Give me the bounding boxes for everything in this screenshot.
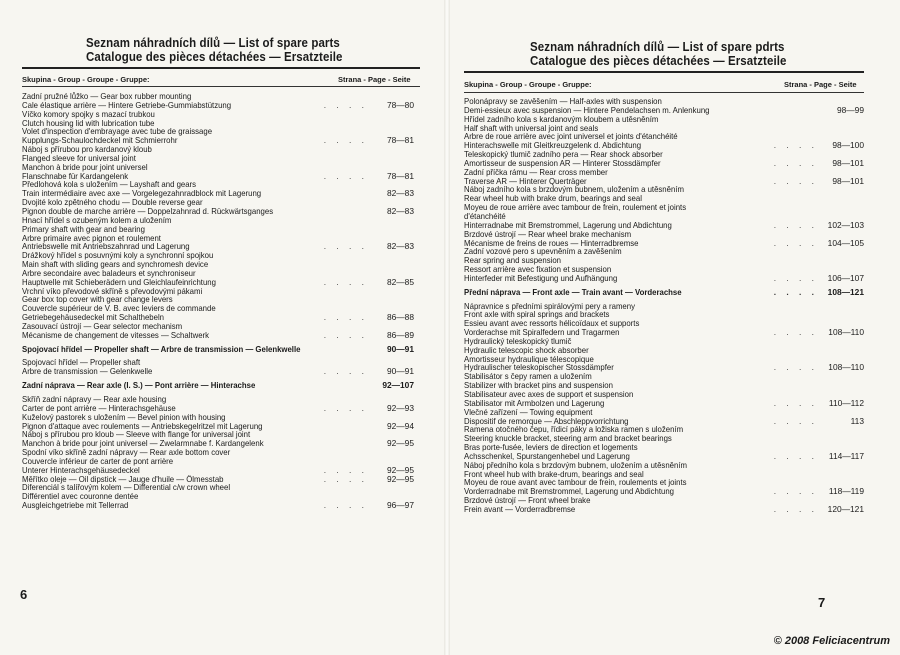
leader-dots: . . . . — [323, 276, 368, 287]
leader-dots: . . . . — [323, 312, 368, 323]
entry-text: d'étanchéité — [464, 210, 506, 221]
entry-text: Přední náprava — Front axle — Train avant — Vorderachse — [464, 286, 682, 297]
entry-page-range: 120—121 — [827, 503, 864, 514]
entry-text: Náboj předního kola s brzdovým bubnem, uložením a utěsněním — [464, 459, 687, 470]
entry-text: Manchon à bride pour joint universel — Zwelarmnabe f. Kardangelenk — [22, 438, 264, 449]
entry-text: Arbre primaire avec pignon et roulement — [22, 232, 161, 243]
entry-text: Mécanisme de changement de vitesses — Schaltwerk — [22, 329, 210, 340]
right-col-group-header: Skupina - Group - Groupe - Gruppe: — [464, 80, 592, 89]
entry-page-range: 108—110 — [828, 327, 864, 338]
entry-text: Traverse AR — Hinterer Querträger — [464, 175, 587, 186]
entry-text: Train intermédiaire avec axe — Vorgelegezahnradblock mit Lagerung — [22, 188, 262, 199]
entry-page-range: 82—83 — [386, 241, 414, 252]
entry-text: Vorderachse mit Spiralfedern und Tragarmen — [464, 327, 620, 338]
entry-text: Volet d'inspection d'embrayage avec tube de graissage — [22, 126, 213, 137]
entry-text: Náboj s přírubou pro kardanový kloub — [22, 144, 152, 155]
leader-dots: . . . . — [773, 157, 818, 168]
leader-dots: . . . . — [323, 170, 368, 181]
entry-text: Brzdové ústrojí — Front wheel brake — [464, 495, 591, 506]
entry-text: Half shaft with universal joint and seals — [464, 122, 599, 133]
entry-text: Kuželový pastorek s uložením — Bevel pinion with housing — [22, 411, 226, 422]
entry-page-range: 92—93 — [386, 402, 414, 413]
right-header-rule — [464, 92, 864, 93]
leader-dots: . . . . — [773, 219, 818, 230]
entry-text: Front axle with spiral springs and brackets — [464, 309, 610, 320]
left-title-rule — [22, 67, 420, 69]
catalogue-entry-row — [464, 203, 864, 212]
entry-text: Antriebswelle mit Antriebszahnrad und Lagerung — [22, 241, 190, 252]
section-heading-row — [464, 288, 864, 297]
left-title-block — [86, 36, 365, 64]
entry-page-range: 108—110 — [828, 362, 864, 373]
left-header-rule — [22, 86, 420, 87]
entry-page-range: 98—101 — [832, 175, 864, 186]
entry-text: Frein avant — Vorderradbremse — [464, 503, 576, 514]
entry-text: Ressort arrière avec fixation et suspension — [464, 264, 612, 275]
entry-text: Gear box top cover with gear change levers — [22, 294, 173, 305]
leader-dots: . . . . — [323, 464, 368, 475]
entry-text: Hinterfeder mit Befestigung und Aufhängung — [464, 272, 618, 283]
entry-text: Zadní pružné lůžko — Gear box rubber mounting — [22, 91, 192, 101]
entry-text: Hydraulický teleskopický tlumič — [464, 335, 572, 346]
entry-text: Arbre secondaire avec baladeurs et synchroniseur — [22, 267, 196, 278]
entry-page-range: 82—85 — [386, 276, 414, 287]
leader-dots: . . . . — [773, 175, 818, 186]
entry-text: Dispositif de remorque — Abschleppvorrichtung — [464, 415, 629, 426]
leader-dots: . . . . — [773, 237, 818, 248]
entry-page-range: 78—80 — [386, 99, 414, 110]
entry-text: Main shaft with sliding gears and synchromesh device — [22, 259, 209, 270]
right-title-line-1: Seznam náhradních dílů — List of spare pdrts — [530, 40, 785, 54]
entry-text: Essieu avant avec ressorts hélicoïdaux et supports — [464, 318, 640, 329]
entry-text: Cale élastique arrière — Hintere Getriebe-Gummiabstützung — [22, 99, 232, 110]
entry-text: Différentiel avec couronne dentée — [22, 491, 139, 502]
catalogue-entry-row — [22, 331, 414, 340]
entry-page-range: 98—99 — [836, 104, 864, 115]
left-col-group-header: Skupina - Group - Groupe - Gruppe: — [22, 75, 150, 84]
entry-text: Hydraulischer teleskopischer Stossdämpfer — [464, 362, 614, 373]
section-heading-row — [22, 345, 414, 354]
entry-page-range: 106—107 — [827, 272, 864, 283]
left-title-line-2: Catalogue des pièces détachées — Ersatzteile — [86, 50, 343, 64]
entry-text: Brzdové ústrojí — Rear wheel brake mechanism — [464, 228, 632, 239]
entry-text: Hnací hřídel s ozubeným kolem a uložením — [22, 214, 172, 225]
entry-text: Front wheel hub with brake-drum, bearings and seal — [464, 468, 644, 479]
entry-text: Arbre de transmission — Gelenkwelle — [22, 366, 153, 377]
leader-dots: . . . . — [773, 415, 818, 426]
catalogue-entry-row — [464, 505, 864, 514]
entry-text: Drážkový hřídel s posuvnými koly a synchronní spojkou — [22, 250, 214, 261]
entry-text: Amortisseur de suspension AR — Hinterer Stossdämpfer — [464, 157, 661, 168]
entry-text: Bras porte-fusée, leviers de direction et logements — [464, 442, 638, 453]
entry-page-range: 98—101 — [832, 157, 864, 168]
catalogue-entry-row — [464, 274, 864, 283]
right-title-block — [530, 40, 809, 68]
entry-page-range: 110—112 — [828, 397, 864, 408]
left-page — [0, 0, 444, 655]
entry-text: Moyeu de roue arrière avec tambour de frein, roulement et joints — [464, 202, 687, 213]
entry-text: Ausgleichgetriebe mit Tellerrad — [22, 500, 129, 511]
entry-text: Víčko komory spojky s mazací trubkou — [22, 108, 155, 119]
entry-text: Rear spring and suspension — [464, 255, 561, 266]
entry-text: Getriebegehäusedeckel mit Schalthebeln — [22, 312, 165, 323]
entry-page-range: 82—83 — [386, 205, 414, 216]
entry-text: Carter de pont arrière — Hinterachsgehäuse — [22, 402, 176, 413]
left-title-line-1: Seznam náhradních dílů — List of spare parts — [86, 36, 340, 50]
entry-text: Flanschnabe für Kardangelenk — [22, 170, 129, 181]
entry-page-range: 86—89 — [386, 329, 414, 340]
entry-text: Pignon double de marche arrière — Doppelzahnrad d. Rückwärtsganges — [22, 205, 274, 216]
entry-page-range: 82—83 — [386, 188, 414, 199]
right-title-line-2: Catalogue des pièces détachées — Ersatzteile — [530, 54, 787, 68]
entry-text: Spodní víko skříně zadní nápravy — Rear axle bottom cover — [22, 447, 231, 458]
entry-page-range: 92—95 — [386, 473, 414, 484]
left-page-number: 6 — [20, 587, 28, 602]
entry-text: Hauptwelle mit Schieberädern und Gleichlaufeinrichtung — [22, 276, 216, 287]
entry-text: Předlohová kola s uložením — Layshaft and gears — [22, 179, 197, 190]
entry-text: Stabilisátor s čepy ramen a uložením — [464, 371, 592, 382]
entry-text: Zadní náprava — Rear axle (I. S.) — Pont arrière — Hinterachse — [22, 380, 256, 391]
entry-page-range: 90—91 — [386, 343, 414, 354]
entry-page-range: 92—107 — [382, 380, 414, 391]
leader-dots: . . . . — [323, 329, 368, 340]
leader-dots: . . . . — [773, 362, 818, 373]
entry-page-range: 78—81 — [386, 170, 414, 181]
entry-text: Mécanisme de freins de roues — Hinterradbremse — [464, 237, 639, 248]
entry-text: Hinterradnabe mit Bremstrommel, Lagerung und Abdichtung — [464, 219, 672, 230]
right-entry-list — [464, 97, 864, 514]
entry-text: Moyeu de roue avant avec tambour de frein, roulements et joints — [464, 477, 687, 488]
entry-text: Kupplungs-Schaulochdeckel mit Schmierrohr — [22, 135, 178, 146]
entry-text: Stabilisateur avec axes de support et suspension — [464, 389, 634, 399]
leader-dots: . . . . — [773, 327, 818, 338]
leader-dots: . . . . — [773, 140, 818, 151]
copyright-notice: © 2008 Feliciacentrum — [773, 635, 890, 647]
entry-page-range: 78—81 — [386, 135, 414, 146]
leader-dots: . . . . — [323, 473, 368, 484]
entry-text: Pignon d'attaque avec roulements — Antriebskegelritzel mit Lagerung — [22, 420, 263, 431]
entry-text: Clutch housing lid with lubrication tube — [22, 117, 155, 128]
entry-text: Diferenciál s talířovým kolem — Differential c/w crown wheel — [22, 482, 231, 493]
entry-page-range: 118—119 — [828, 486, 864, 497]
entry-text: Náboj s přírubou pro kloub — Sleeve with flange for universal joint — [22, 429, 251, 440]
entry-text: Zadní příčka rámu — Rear cross member — [464, 166, 608, 177]
entry-text: Vorderradnabe mit Bremstrommel, Lagerung und Abdichtung — [464, 486, 674, 497]
section-heading-row — [22, 381, 414, 390]
right-title-rule — [464, 71, 864, 73]
entry-page-range: 92—95 — [386, 438, 414, 449]
entry-text: Zasouvací ústrojí — Gear selector mechanism — [22, 320, 183, 331]
leader-dots: . . . . — [323, 366, 368, 377]
entry-text: Dvojité kolo zpětného chodu — Double reverse gear — [22, 197, 203, 208]
right-col-page-header: Strana - Page - Seite — [784, 80, 857, 89]
entry-text: Arbre de roue arrière avec joint universel et joints d'étanchéité — [464, 131, 678, 142]
leader-dots: . . . . — [323, 135, 368, 146]
catalogue-entry-row — [22, 501, 414, 510]
leader-dots: . . . . — [773, 286, 818, 297]
left-col-page-header: Strana - Page - Seite — [338, 75, 411, 84]
leader-dots: . . . . — [323, 99, 368, 110]
entry-text: Stabilizer with bracket pins and suspension — [464, 380, 613, 391]
entry-text: Stabilisator mit Armbolzen und Lagerung — [464, 397, 605, 408]
entry-text: Teleskopický tlumič zadního pera — Rear shock absorber — [464, 149, 663, 160]
entry-page-range: 113 — [850, 415, 864, 426]
entry-text: Polonápravy se zavěšením — Half-axles with suspension — [464, 96, 662, 106]
entry-text: Primary shaft with gear and bearing — [22, 223, 145, 234]
leader-dots: . . . . — [773, 272, 818, 283]
entry-text: Vlečné zařízení — Towing equipment — [464, 406, 593, 417]
entry-page-range: 104—105 — [827, 237, 864, 248]
leader-dots: . . . . — [773, 397, 818, 408]
entry-text: Manchon à bride pour joint universel — [22, 161, 148, 172]
entry-text: Hydraulic telescopic shock absorber — [464, 344, 589, 355]
right-page — [450, 0, 900, 655]
entry-text: Nápravnice s předními spirálovými pery a rameny — [464, 300, 635, 311]
entry-text: Hinterachswelle mit Gleitkreuzgelenk d. Abdichtung — [464, 140, 642, 151]
entry-text: Hřídel zadního kola s kardanovým kloubem a utěsněním — [464, 113, 659, 124]
catalogue-entry-row — [22, 367, 414, 376]
entry-text: Steering knuckle bracket, steering arm and bracket bearings — [464, 433, 672, 444]
right-page-number: 7 — [818, 595, 826, 610]
entry-page-range: 86—88 — [386, 312, 414, 323]
leader-dots: . . . . — [323, 402, 368, 413]
entry-text: Couvercle inférieur de carter de pont arrière — [22, 455, 174, 466]
leader-dots: . . . . — [773, 486, 818, 497]
leader-dots: . . . . — [323, 241, 368, 252]
entry-text: Unterer Hinterachsgehäusedeckel — [22, 464, 140, 475]
leader-dots: . . . . — [773, 450, 818, 461]
entry-text: Couvercle supérieur de V. B. avec leviers de commande — [22, 303, 216, 314]
entry-text: Zadní vozové pero s upevněním a zavěšením — [464, 246, 622, 257]
entry-text: Měřítko oleje — Oil dipstick — Jauge d'huile — Ölmesstab — [22, 473, 224, 484]
entry-page-range: 90—91 — [386, 366, 414, 377]
entry-page-range: 92—94 — [386, 420, 414, 431]
entry-text: Spojovací hřídel — Propeller shaft — Arbre de transmission — Gelenkwelle — [22, 343, 301, 354]
left-entry-list — [22, 92, 414, 510]
entry-text: Náboj zadního kola s brzdovým bubnem, uložením a utěsněním — [464, 184, 684, 195]
entry-page-range: 108—121 — [827, 286, 864, 297]
leader-dots: . . . . — [323, 500, 368, 511]
entry-page-range: 96—97 — [386, 500, 414, 511]
entry-text: Vrchní víko převodové skříně s převodovými pákami — [22, 285, 203, 296]
entry-text: Achsschenkel, Spurstangenhebel und Lagerung — [464, 450, 630, 461]
entry-text: Rear wheel hub with brake drum, bearings and seal — [464, 193, 642, 204]
entry-text: Amortisseur hydraulique télescopique — [464, 353, 594, 364]
entry-page-range: 102—103 — [827, 219, 864, 230]
entry-text: Spojovací hřídel — Propeller shaft — [22, 357, 141, 368]
entry-text: Flanged sleeve for universal joint — [22, 152, 136, 163]
entry-page-range: 98—100 — [832, 140, 864, 151]
entry-text: Skříň zadní nápravy — Rear axle housing — [22, 394, 167, 404]
entry-text: Demi-essieux avec suspension — Hintere Pendelachsen m. Anlenkung — [464, 104, 710, 115]
entry-page-range: 92—95 — [386, 464, 414, 475]
entry-text: Ramena otočného čepu, řídicí páky a ložiska ramen s uložením — [464, 424, 684, 435]
entry-page-range: 114—117 — [828, 450, 864, 461]
leader-dots: . . . . — [773, 503, 818, 514]
